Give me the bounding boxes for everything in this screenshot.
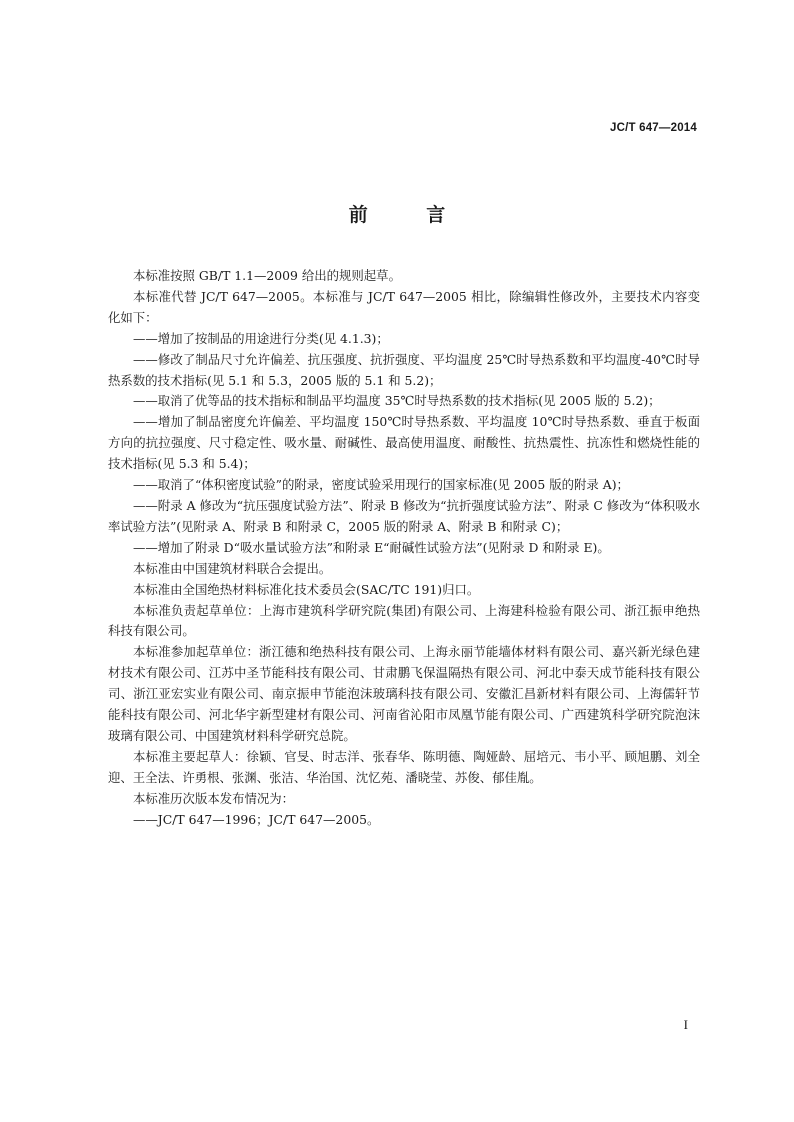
change-item: ——取消了优等品的技术指标和制品平均温度 35℃时导热系数的技术指标(见 2005 版的 5.2)；	[133, 393, 661, 409]
paragraph-replaces: 本标准代替 JC/T 647—2005。本标准与 JC/T 647—2005 相比，除编辑性修改外，主要技术内容变化如下：	[108, 288, 700, 325]
version-history-item: ——JC/T 647—1996；JC/T 647—2005。	[133, 811, 380, 827]
foreword-body	[108, 266, 700, 830]
paragraph-proposed-by: 本标准由中国建筑材料联合会提出。	[133, 560, 332, 576]
page-number: I	[683, 1017, 688, 1032]
change-item: ——附录 A 修改为“抗压强度试验方法”、附录 B 修改为“抗折强度试验方法”、附录 C 修改为“体积吸水率试验方法”(见附录 A、附录 B 和附录 C，2005 版的附录 A、附录 B 和附录 C)；	[108, 497, 700, 534]
paragraph-main-drafters: 本标准主要起草人：徐颖、官旻、时志洋、张春华、陈明德、陶娅龄、屈培元、韦小平、顾旭鹏、刘全迎、王全法、许勇根、张渊、张洁、华治国、沈忆苑、潘晓莹、苏俊、郁佳胤。	[108, 748, 700, 785]
paragraph-participating-drafters: 本标准参加起草单位：浙江德和绝热科技有限公司、上海永丽节能墙体材料有限公司、嘉兴新光绿色建材技术有限公司、江苏中圣节能科技有限公司、甘肃鹏飞保温隔热有限公司、河北中泰天成节能科技有限公司、浙江亚宏实业有限公司、南京振申节能泡沫玻璃科技有限公司、安徽汇昌新材料有限公司、上海儒轩节能科技有限公司、河北华宇新型建材有限公司、河南省沁阳市凤凰节能有限公司、广西建筑科学研究院泡沫玻璃有限公司、中国建筑材料科学研究总院。	[108, 644, 700, 743]
standard-code: JC/T 647—2014	[610, 122, 697, 134]
change-item: ——增加了制品密度允许偏差、平均温度 150℃时导热系数、平均温度 10℃时导热系数、垂直于板面方向的抗拉强度、尺寸稳定性、吸水量、耐碱性、最高使用温度、耐酸性、抗热震性、抗冻性和燃烧性能的技术指标(见 5.3 和 5.4)；	[108, 414, 700, 472]
paragraph-lead-drafters: 本标准负责起草单位：上海市建筑科学研究院(集团)有限公司、上海建科检验有限公司、浙江振申绝热科技有限公司。	[108, 602, 700, 639]
change-item: ——修改了制品尺寸允许偏差、抗压强度、抗折强度、平均温度 25℃时导热系数和平均温度-40℃时导热系数的技术指标(见 5.1 和 5.3，2005 版的 5.1 和 5.2)；	[108, 351, 700, 388]
change-item: ——增加了按制品的用途进行分类(见 4.1.3)；	[133, 330, 389, 346]
change-item: ——增加了附录 D“吸水量试验方法”和附录 E“耐碱性试验方法”(见附录 D 和附录 E)。	[133, 539, 610, 555]
paragraph-version-history: 本标准历次版本发布情况为：	[133, 790, 295, 806]
paragraph-under-jurisdiction: 本标准由全国绝热材料标准化技术委员会(SAC/TC 191)归口。	[133, 581, 480, 597]
paragraph-drafting-rules: 本标准按照 GB/T 1.1—2009 给出的规则起草。	[133, 268, 401, 283]
page-title: 前 言	[348, 204, 472, 226]
change-item: ——取消了“体积密度试验”的附录，密度试验采用现行的国家标准(见 2005 版的附录 A)；	[133, 477, 629, 493]
